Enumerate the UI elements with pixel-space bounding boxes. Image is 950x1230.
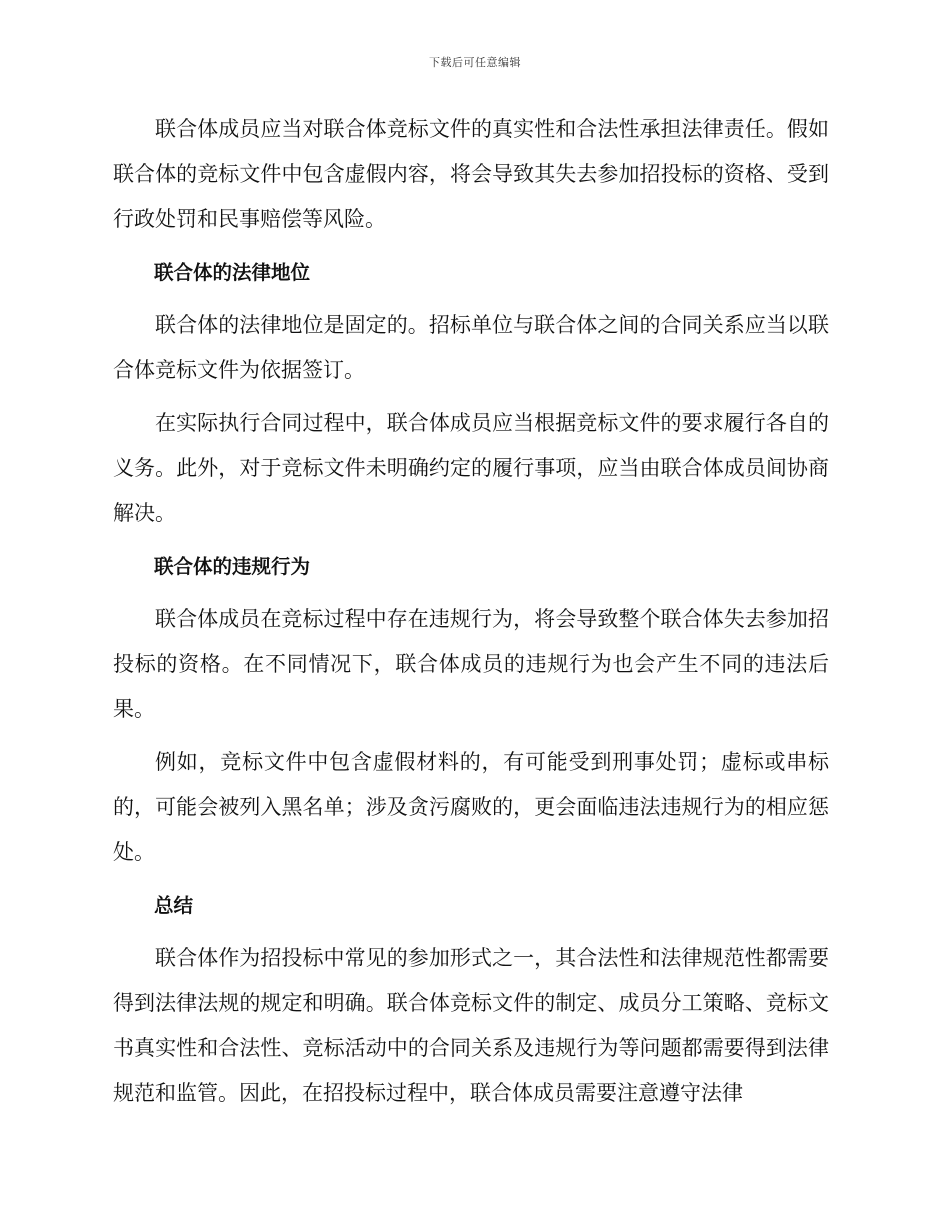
heading-summary: 总结 — [153, 894, 193, 917]
paragraph-summary: 联合体作为招投标中常见的参加形式之一，其合法性和法律规范性都需要得到法律法规的规定和明确。联合体竞标文件的制定、成员分工策略、竞标文书真实性和合法性、竞标活动中的合同关系及违规行为等问题都需要得到法律规范和监管。因此，在招投标过程中，联合体成员需要注意遵守法律 — [113, 946, 829, 1105]
heading-legal-status: 联合体的法律地位 — [153, 261, 310, 284]
page-header-note: 下载后可任意编辑 — [429, 56, 521, 69]
paragraph-contract-execution: 在实际执行合同过程中，联合体成员应当根据竞标文件的要求履行各自的义务。此外，对于竞标文件未明确约定的履行事项，应当由联合体成员间协商解决。 — [113, 411, 829, 525]
paragraph-violation-examples: 例如，竞标文件中包含虚假材料的，有可能受到刑事处罚；虚标或串标的，可能会被列入黑名单；涉及贪污腐败的，更会面临违法违规行为的相应惩处。 — [113, 750, 829, 864]
paragraph-legal-responsibility: 联合体成员应当对联合体竞标文件的真实性和合法性承担法律责任。假如联合体的竞标文件中包含虚假内容，将会导致其失去参加招投标的资格、受到行政处罚和民事赔偿等风险。 — [113, 117, 829, 231]
paragraph-violations: 联合体成员在竞标过程中存在违规行为，将会导致整个联合体失去参加招投标的资格。在不同情况下，联合体成员的违规行为也会产生不同的违法后果。 — [113, 607, 829, 721]
paragraph-legal-status: 联合体的法律地位是固定的。招标单位与联合体之间的合同关系应当以联合体竞标文件为依据签订。 — [113, 313, 829, 382]
document-body — [113, 107, 829, 1116]
heading-violations: 联合体的违规行为 — [153, 555, 310, 578]
